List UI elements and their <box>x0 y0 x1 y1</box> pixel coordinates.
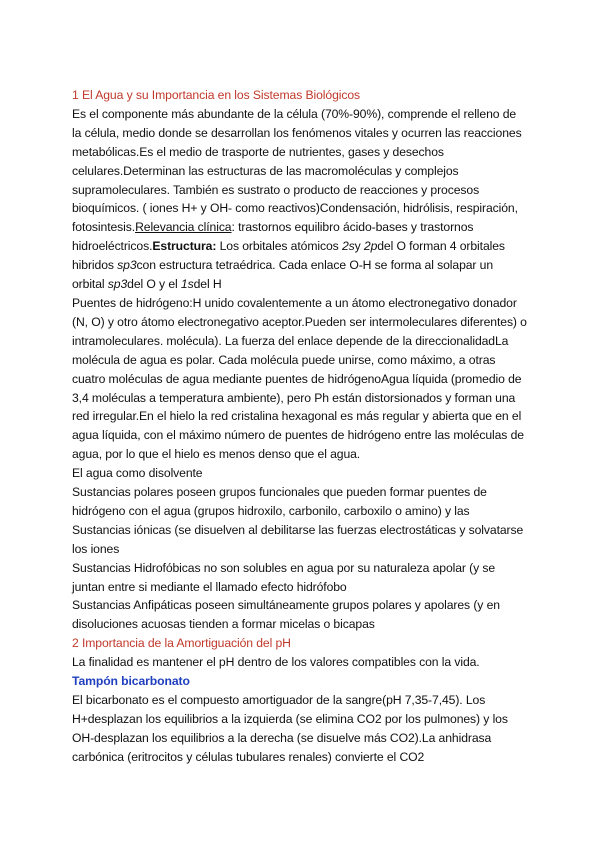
polar-substances: Sustancias polares poseen grupos funcionales que pueden formar puentes de hidrógeno con el agua (grupos hidroxilo, carbonilo, carboxilo o amino) y las <box>72 485 487 518</box>
estructura-text-a: Los orbitales atómicos <box>216 239 342 254</box>
relevancia-text: : trastornos equilibro ácido-bases y trastornos hidroeléctricos. <box>72 220 474 254</box>
estructura-text-c: del O forman 4 orbitales hibridos <box>72 239 505 273</box>
hydrogen-bonds-paragraph <box>72 294 528 464</box>
estructura-text-d: con estructura tetraédrica. Cada enlace O-H se forma al solapar un orbital <box>72 258 494 292</box>
estructura-label: Estructura: <box>152 239 217 254</box>
estructura-text-b: y <box>354 239 364 254</box>
orbital-1s: 1s <box>180 277 194 292</box>
solvent-heading: El agua como disolvente <box>72 466 203 481</box>
orbital-sp3: sp3 <box>117 258 137 273</box>
bicarbonate-buffer-heading: Tampón bicarbonato <box>72 674 190 689</box>
orbital-2p: 2p <box>363 239 378 254</box>
orbital-sp3-b: sp3 <box>107 277 128 292</box>
bicarbonate-paragraph: El bicarbonato es el compuesto amortiguador de la sangre(pH 7,35-7,45). Los H+desplazan los equilibrios a la izquierda (se elimina CO2 por los pulmones) y los OH-desplazan los equilibrios a la derecha (se disuelve más CO2).La anhidrasa carbónica (eritrocitos y células tubulares renales) convierte el CO2 <box>72 693 508 764</box>
puentes-text: H unido covalentemente a un átomo electronegativo donador (N, O) y otro átomo electronegativo aceptor.Pueden ser intermoleculares diferentes) o intramoleculares. molécula). La fuerza del enlace depende de la direccionalidadLa molécula de agua es polar. Cada molécula puede unirse, como máximo, a otras cuatro moléculas de agua mediante puentes de hidrógenoAgua líquida (promedio de 3,4 moléculas a temperatura ambiente), pero Ph están distorsionados y forman una red irregular.En el hielo la red cristalina hexagonal es más regular y abierta que en el agua líquida, con el máximo número de puentes de hidrógeno entre las moléculas de agua, por lo que el hielo es menos denso que el agua. <box>72 295 527 462</box>
ionic-substances: Sustancias iónicas (se disuelven al debilitarse las fuerzas electrostáticas y solvatarse los iones <box>72 522 524 556</box>
amphipathic-substances: Sustancias Anfipáticas poseen simultáneamente grupos polares y apolares (y en disoluciones acuosas tienden a formar micelas o bicapas <box>72 598 500 632</box>
water-paragraph <box>72 105 528 294</box>
finalidad-text: La finalidad es mantener el pH dentro de los valores compatibles con la vida. <box>72 655 480 670</box>
puentes-label: Puentes de hidrógeno: <box>72 295 193 310</box>
intro-text: Es el componente más abundante de la célula (70%-90%), comprende el relleno de la célula, medio donde se desarrollan los fenómenos vitales y ocurren las reacciones metabólicas.Es el medio de trasporte de nutrientes, gases y desechos celulares.Determinan las estructuras de las macromoléculas y complejos supramoleculares. También es sustrato o producto de reacciones y procesos bioquímicos. ( iones H+ y OH- como reactivos)Condensación, hidrólisis, respiración, fotosintesis. <box>72 106 522 235</box>
relevancia-label: Relevancia clínica <box>135 220 232 235</box>
document-body <box>72 86 528 767</box>
estructura-text-f: del H <box>193 277 222 292</box>
section-2-heading: 2 Importancia de la Amortiguación del pH <box>72 636 291 651</box>
orbital-2s: 2s <box>341 239 355 254</box>
hydrophobic-substances: Sustancias Hidrofóbicas no son solubles en agua por su naturaleza apolar (y se juntan entre si mediante el llamado efecto hidrófobo <box>72 560 496 594</box>
section-1-heading: 1 El Agua y su Importancia en los Sistemas Biológicos <box>72 88 361 102</box>
estructura-text-e: del O y el <box>127 277 181 292</box>
